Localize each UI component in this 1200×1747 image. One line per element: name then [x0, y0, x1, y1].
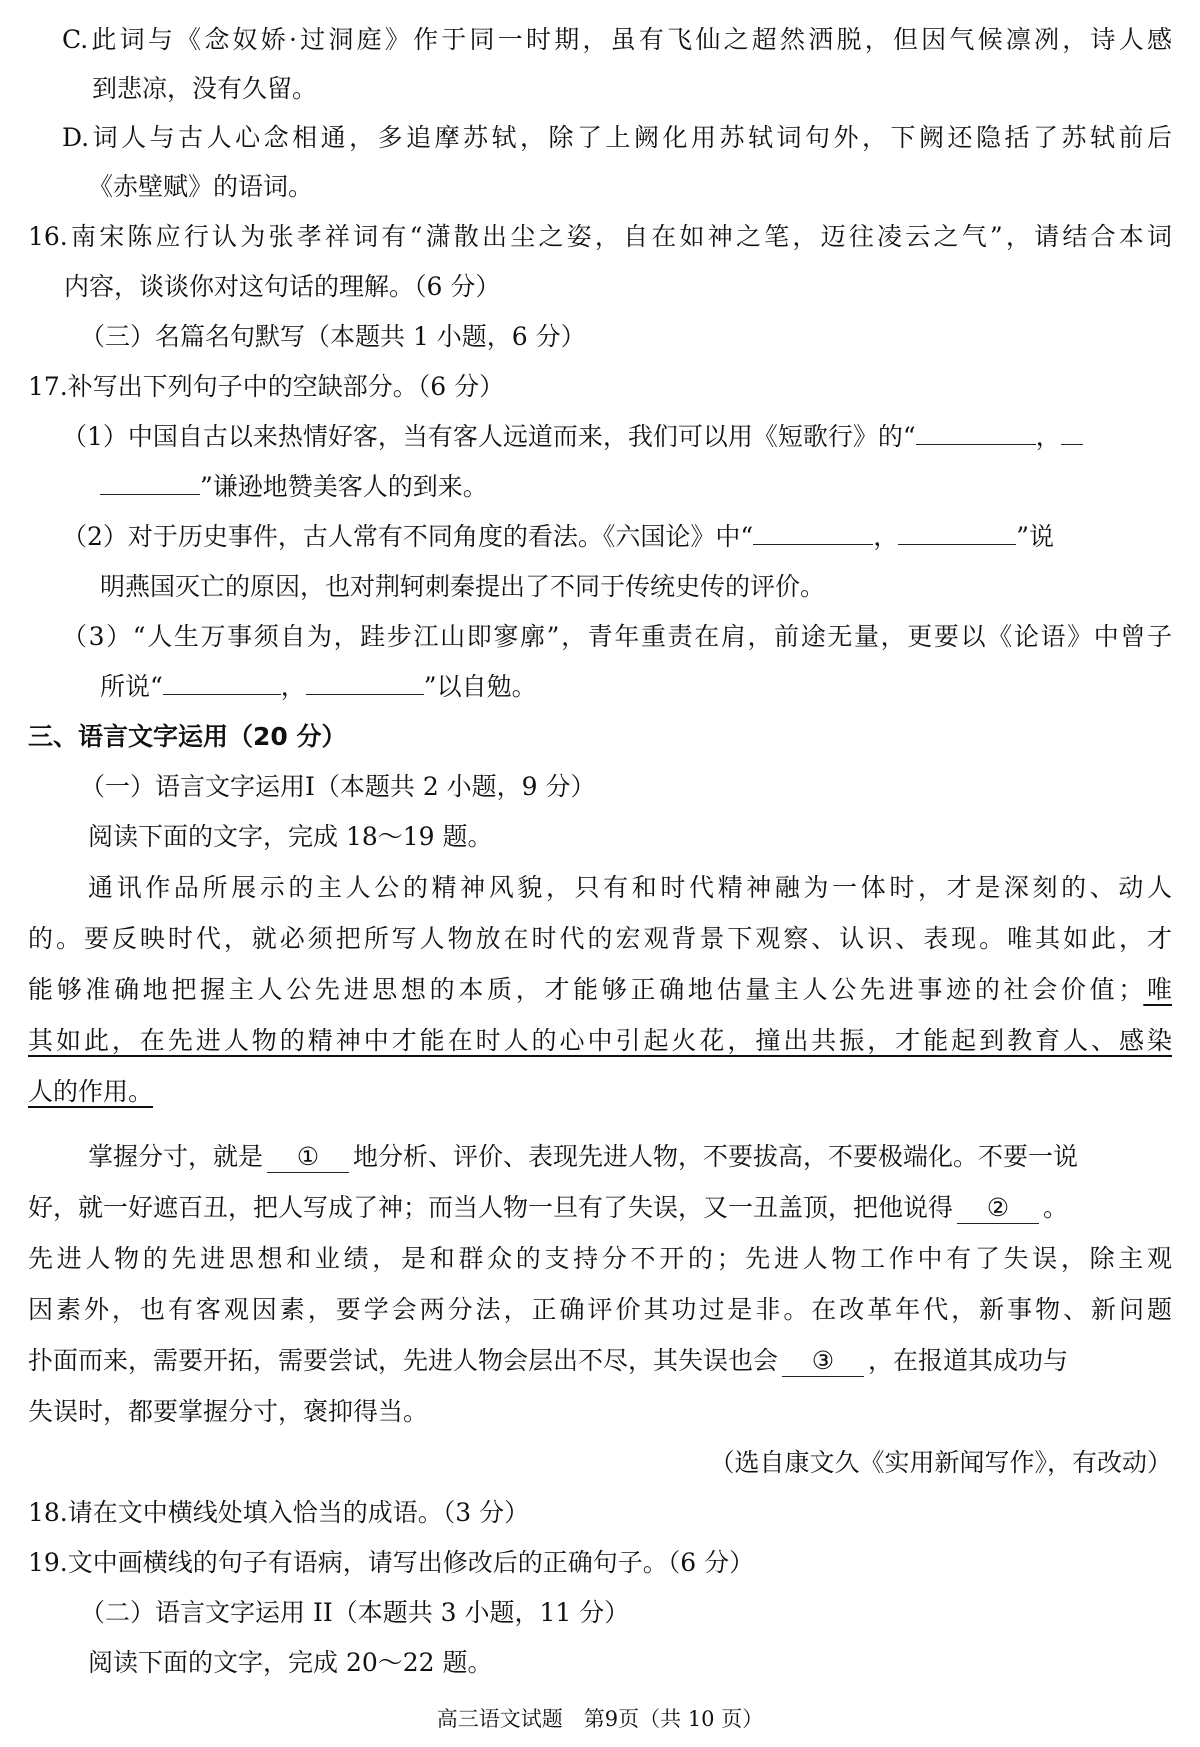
q16-line1: 16.南宋陈应行认为张孝祥词有“潇散出尘之姿，自在如神之笔，迈往凌云之气”，请结合本词 [28, 222, 1172, 251]
q17-part2-blank-b[interactable] [898, 522, 1016, 545]
passage-para2-line5 [28, 1335, 1068, 1386]
passage-para2-line2 [28, 1182, 1068, 1233]
q17-part3-blank-a[interactable] [163, 672, 281, 695]
part3-instruction1: 阅读下面的文字，完成 18～19 题。 [88, 822, 493, 851]
q17-part3-line2 [100, 661, 537, 712]
blank-2[interactable]: ② [957, 1193, 1039, 1224]
para2-line1-end: 地分析、评价、表现先进人物，不要拔高，不要极端化。不要一说 [353, 1142, 1079, 1171]
q16-line2: 内容，谈谈你对这句话的理解。（6 分） [64, 272, 501, 301]
q17-part1-line2-text: ”谦逊地赞美客人的到来。 [200, 472, 488, 501]
q17-part2-line2: 明燕国灭亡的原因，也对荆轲刺秦提出了不同于传统史传的评价。 [100, 572, 826, 601]
q19: 19.文中画横线的句子有语病，请写出修改后的正确句子。（6 分） [28, 1548, 755, 1577]
part3-sub1-heading: （一）语言文字运用Ⅰ（本题共 2 小题，9 分） [80, 772, 596, 801]
part3-heading: 三、语言文字运用（20 分） [28, 722, 347, 751]
underlined-sentence-start: 唯 [1143, 975, 1172, 1004]
para2-line5-start: 扑面而来，需要开拓，需要尝试，先进人物会层出不尽，其失误也会 [28, 1346, 779, 1375]
passage-para2-line1 [88, 1131, 1078, 1182]
q17-part1-blank-b-start[interactable] [1061, 422, 1083, 445]
q17-part3-comma: ， [280, 672, 306, 701]
q15-option-d-line2: 《赤壁赋》的语词。 [88, 172, 314, 201]
q17-part3-blank-b[interactable] [306, 672, 424, 695]
part3-instruction2: 阅读下面的文字，完成 20～22 题。 [88, 1648, 493, 1677]
para2-line1-start: 掌握分寸，就是 [88, 1142, 264, 1171]
passage-source: （选自康文久《实用新闻写作》，有改动） [709, 1448, 1172, 1477]
page-footer: 高三语文试题 第9页（共 10 页） [436, 1707, 764, 1731]
q17-part3-line1: （3）“人生万事须自为，跬步江山即寥廓”，青年重责在肩，前途无量，更要以《论语》中曾子 [62, 622, 1172, 651]
part3-sub2-heading: （二）语言文字运用 II（本题共 3 小题，11 分） [80, 1598, 630, 1627]
q17-part1-blank-b-end[interactable] [100, 472, 200, 495]
q17-part1-text: （1）中国自古以来热情好客，当有客人远道而来，我们可以用《短歌行》的“ [62, 422, 916, 451]
q17-part1-comma: ， [1035, 422, 1061, 451]
blank-1[interactable]: ① [267, 1142, 349, 1173]
q17-part1-line2 [100, 461, 488, 512]
q17-stem: 17.补写出下列句子中的空缺部分。（6 分） [28, 372, 505, 401]
passage-para1-line1: 通讯作品所展示的主人公的精神风貌，只有和时代精神融为一体时，才是深刻的、动人 [88, 873, 1172, 902]
passage-para1-line3-text: 能够准确地把握主人公先进思想的本质，才能够正确地估量主人公先进事迹的社会价值； [28, 975, 1144, 1004]
passage-para2-line6: 失误时，都要掌握分寸，褒抑得当。 [28, 1397, 429, 1426]
q17-part3-text: 所说“ [100, 672, 163, 701]
q17-part2-text: （2）对于历史事件，古人常有不同角度的看法。《六国论》中“ [62, 522, 754, 551]
q17-part2-blank-a[interactable] [753, 522, 873, 545]
underlined-sentence-line2: 其如此，在先进人物的精神中才能在时人的心中引起火花，撞出共振，才能起到教育人、感染 [28, 1026, 1172, 1055]
q17-part1-blank-a[interactable] [916, 422, 1036, 445]
q15-option-c-line2: 到悲凉，没有久留。 [92, 74, 318, 103]
blank-3[interactable]: ③ [782, 1346, 864, 1377]
passage-para2-line3: 先进人物的先进思想和业绩，是和群众的支持分不开的；先进人物工作中有了失误，除主观 [28, 1244, 1172, 1273]
passage-para2-line4: 因素外，也有客观因素，要学会两分法，正确评价其功过是非。在改革年代，新事物、新问题 [28, 1295, 1172, 1324]
q15-option-c-line1: C.此词与《念奴娇·过洞庭》作于同一时期，虽有飞仙之超然洒脱，但因气候凛冽，诗人感 [62, 25, 1172, 54]
q17-part2-line1 [62, 511, 1054, 562]
passage-para1-line3 [28, 964, 1172, 1015]
section3-subheading: （三）名篇名句默写（本题共 1 小题，6 分） [80, 322, 586, 351]
q18: 18.请在文中横线处填入恰当的成语。（3 分） [28, 1498, 530, 1527]
passage-para1-line2: 的。要反映时代，就必须把所写人物放在时代的宏观背景下观察、认识、表现。唯其如此，才 [28, 924, 1172, 953]
q17-part1-line1 [62, 411, 1083, 462]
para2-line2-start: 好，就一好遮百丑，把人写成了神；而当人物一旦有了失误，又一丑盖顶，把他说得 [28, 1193, 954, 1222]
q15-option-d-line1: D.词人与古人心念相通，多追摩苏轼，除了上阙化用苏轼词句外，下阙还隐括了苏轼前后 [62, 123, 1172, 152]
q17-part2-comma: ， [873, 522, 899, 551]
q17-part3-line2-end: ”以自勉。 [423, 672, 537, 701]
underlined-sentence-line3: 人的作用。 [28, 1077, 154, 1106]
q17-part2-line1-end: ”说 [1016, 522, 1054, 551]
para2-line2-end: 。 [1043, 1193, 1069, 1222]
para2-line5-end: ，在报道其成功与 [868, 1346, 1069, 1375]
